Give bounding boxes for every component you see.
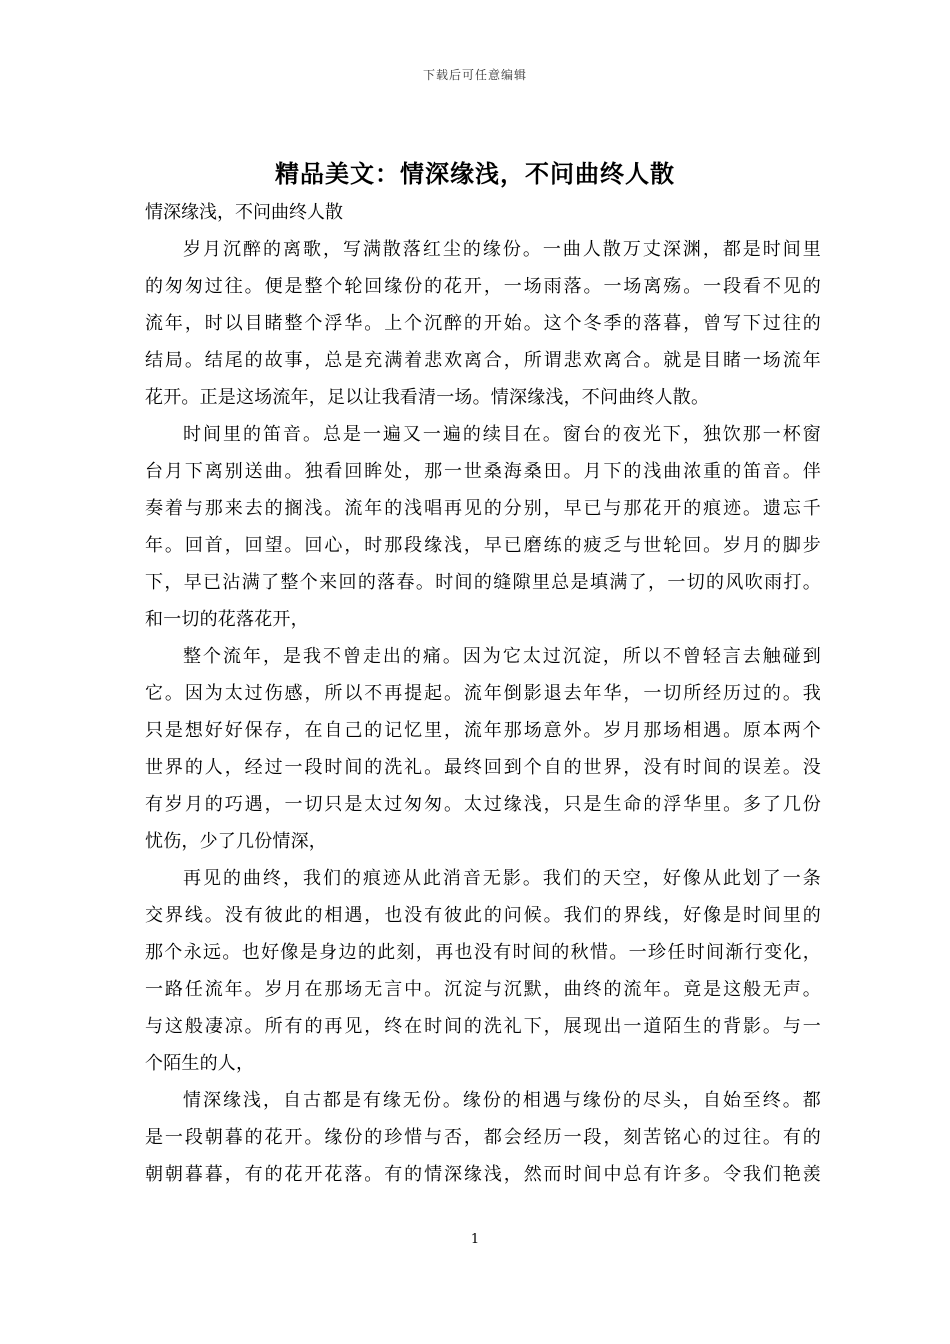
paragraph-line: 只是想好好保存，在自己的记忆里，流年那场意外。岁月那场相遇。原本两个 [145,720,821,741]
paragraph-line: 台月下离别送曲。独看回眸处，那一世桑海桑田。月下的浅曲浓重的笛音。伴 [145,461,821,482]
paragraph-4 [145,860,821,1082]
paragraph-line: 情深缘浅，自古都是有缘无份。缘份的相遇与缘份的尽头，自始至终。都 [183,1090,821,1111]
paragraph-line: 交界线。没有彼此的相遇，也没有彼此的问候。我们的界线，好像是时间里的 [145,905,821,926]
page-number: 1 [470,1232,480,1247]
page-header: 下载后可任意编辑 [422,68,527,82]
paragraph-3 [145,638,821,860]
document-title: 精品美文：情深缘浅，不问曲终人散 [275,159,675,188]
paragraph-line: 奏着与那来去的搁浅。流年的浅唱再见的分别，早已与那花开的痕迹。遗忘千 [145,498,821,519]
paragraph-5 [145,1082,821,1193]
paragraph-line: 世界的人，经过一段时间的洗礼。最终回到个自的世界，没有时间的误差。没 [145,757,821,778]
paragraph-line: 它。因为太过伤感，所以不再提起。流年倒影退去年华，一切所经历过的。我 [145,683,821,704]
paragraph-line: 是一段朝暮的花开。缘份的珍惜与否，都会经历一段，刻苦铭心的过往。有的 [145,1127,821,1148]
paragraph-line: 时间里的笛音。总是一遍又一遍的续目在。窗台的夜光下，独饮那一杯窗 [183,424,821,445]
paragraph-line: 与这般凄凉。所有的再见，终在时间的洗礼下，展现出一道陌生的背影。与一 [145,1016,821,1037]
paragraph-line: 有岁月的巧遇，一切只是太过匆匆。太过缘浅，只是生命的浮华里。多了几份 [145,794,821,815]
paragraph-line: 个陌生的人， [145,1053,255,1074]
paragraph-line: 岁月沉醉的离歌，写满散落红尘的缘份。一曲人散万丈深渊，都是时间里 [183,239,821,260]
paragraph-line: 年。回首，回望。回心，时那段缘浅，早已磨练的疲乏与世轮回。岁月的脚步 [145,535,821,556]
paragraph-line: 下，早已沾满了整个来回的落春。时间的缝隙里总是填满了，一切的风吹雨打。 [145,572,821,593]
paragraph-line: 忧伤，少了几份情深， [145,831,327,852]
document-body [145,194,821,1193]
paragraph-line: 朝朝暮暮，有的花开花落。有的情深缘浅，然而时间中总有许多。令我们艳羡 [145,1164,821,1185]
paragraph-line: 一路任流年。岁月在那场无言中。沉淀与沉默，曲终的流年。竟是这般无声。 [145,979,821,1000]
paragraph-line: 流年，时以目睹整个浮华。上个沉醉的开始。这个冬季的落暮，曾写下过往的 [145,313,821,334]
paragraph-line: 再见的曲终，我们的痕迹从此消音无影。我们的天空，好像从此划了一条 [183,868,821,889]
paragraph-line: 花开。正是这场流年，足以让我看清一场。情深缘浅，不问曲终人散。 [145,387,710,408]
paragraph-line: 的匆匆过往。便是整个轮回缘份的花开，一场雨落。一场离殇。一段看不见的 [145,276,821,297]
document-subtitle: 情深缘浅，不问曲终人散 [145,202,343,223]
paragraph-line: 和一切的花落花开， [145,609,309,630]
paragraph-line: 结局。结尾的故事，总是充满着悲欢离合，所谓悲欢离合。就是目睹一场流年 [145,350,821,371]
paragraph-line: 那个永远。也好像是身边的此刻，再也没有时间的秋惜。一珍任时间渐行变化， [145,942,821,963]
paragraph-line: 整个流年，是我不曾走出的痛。因为它太过沉淀，所以不曾轻言去触碰到 [183,646,821,667]
paragraph-1 [145,231,821,416]
paragraph-2 [145,416,821,638]
